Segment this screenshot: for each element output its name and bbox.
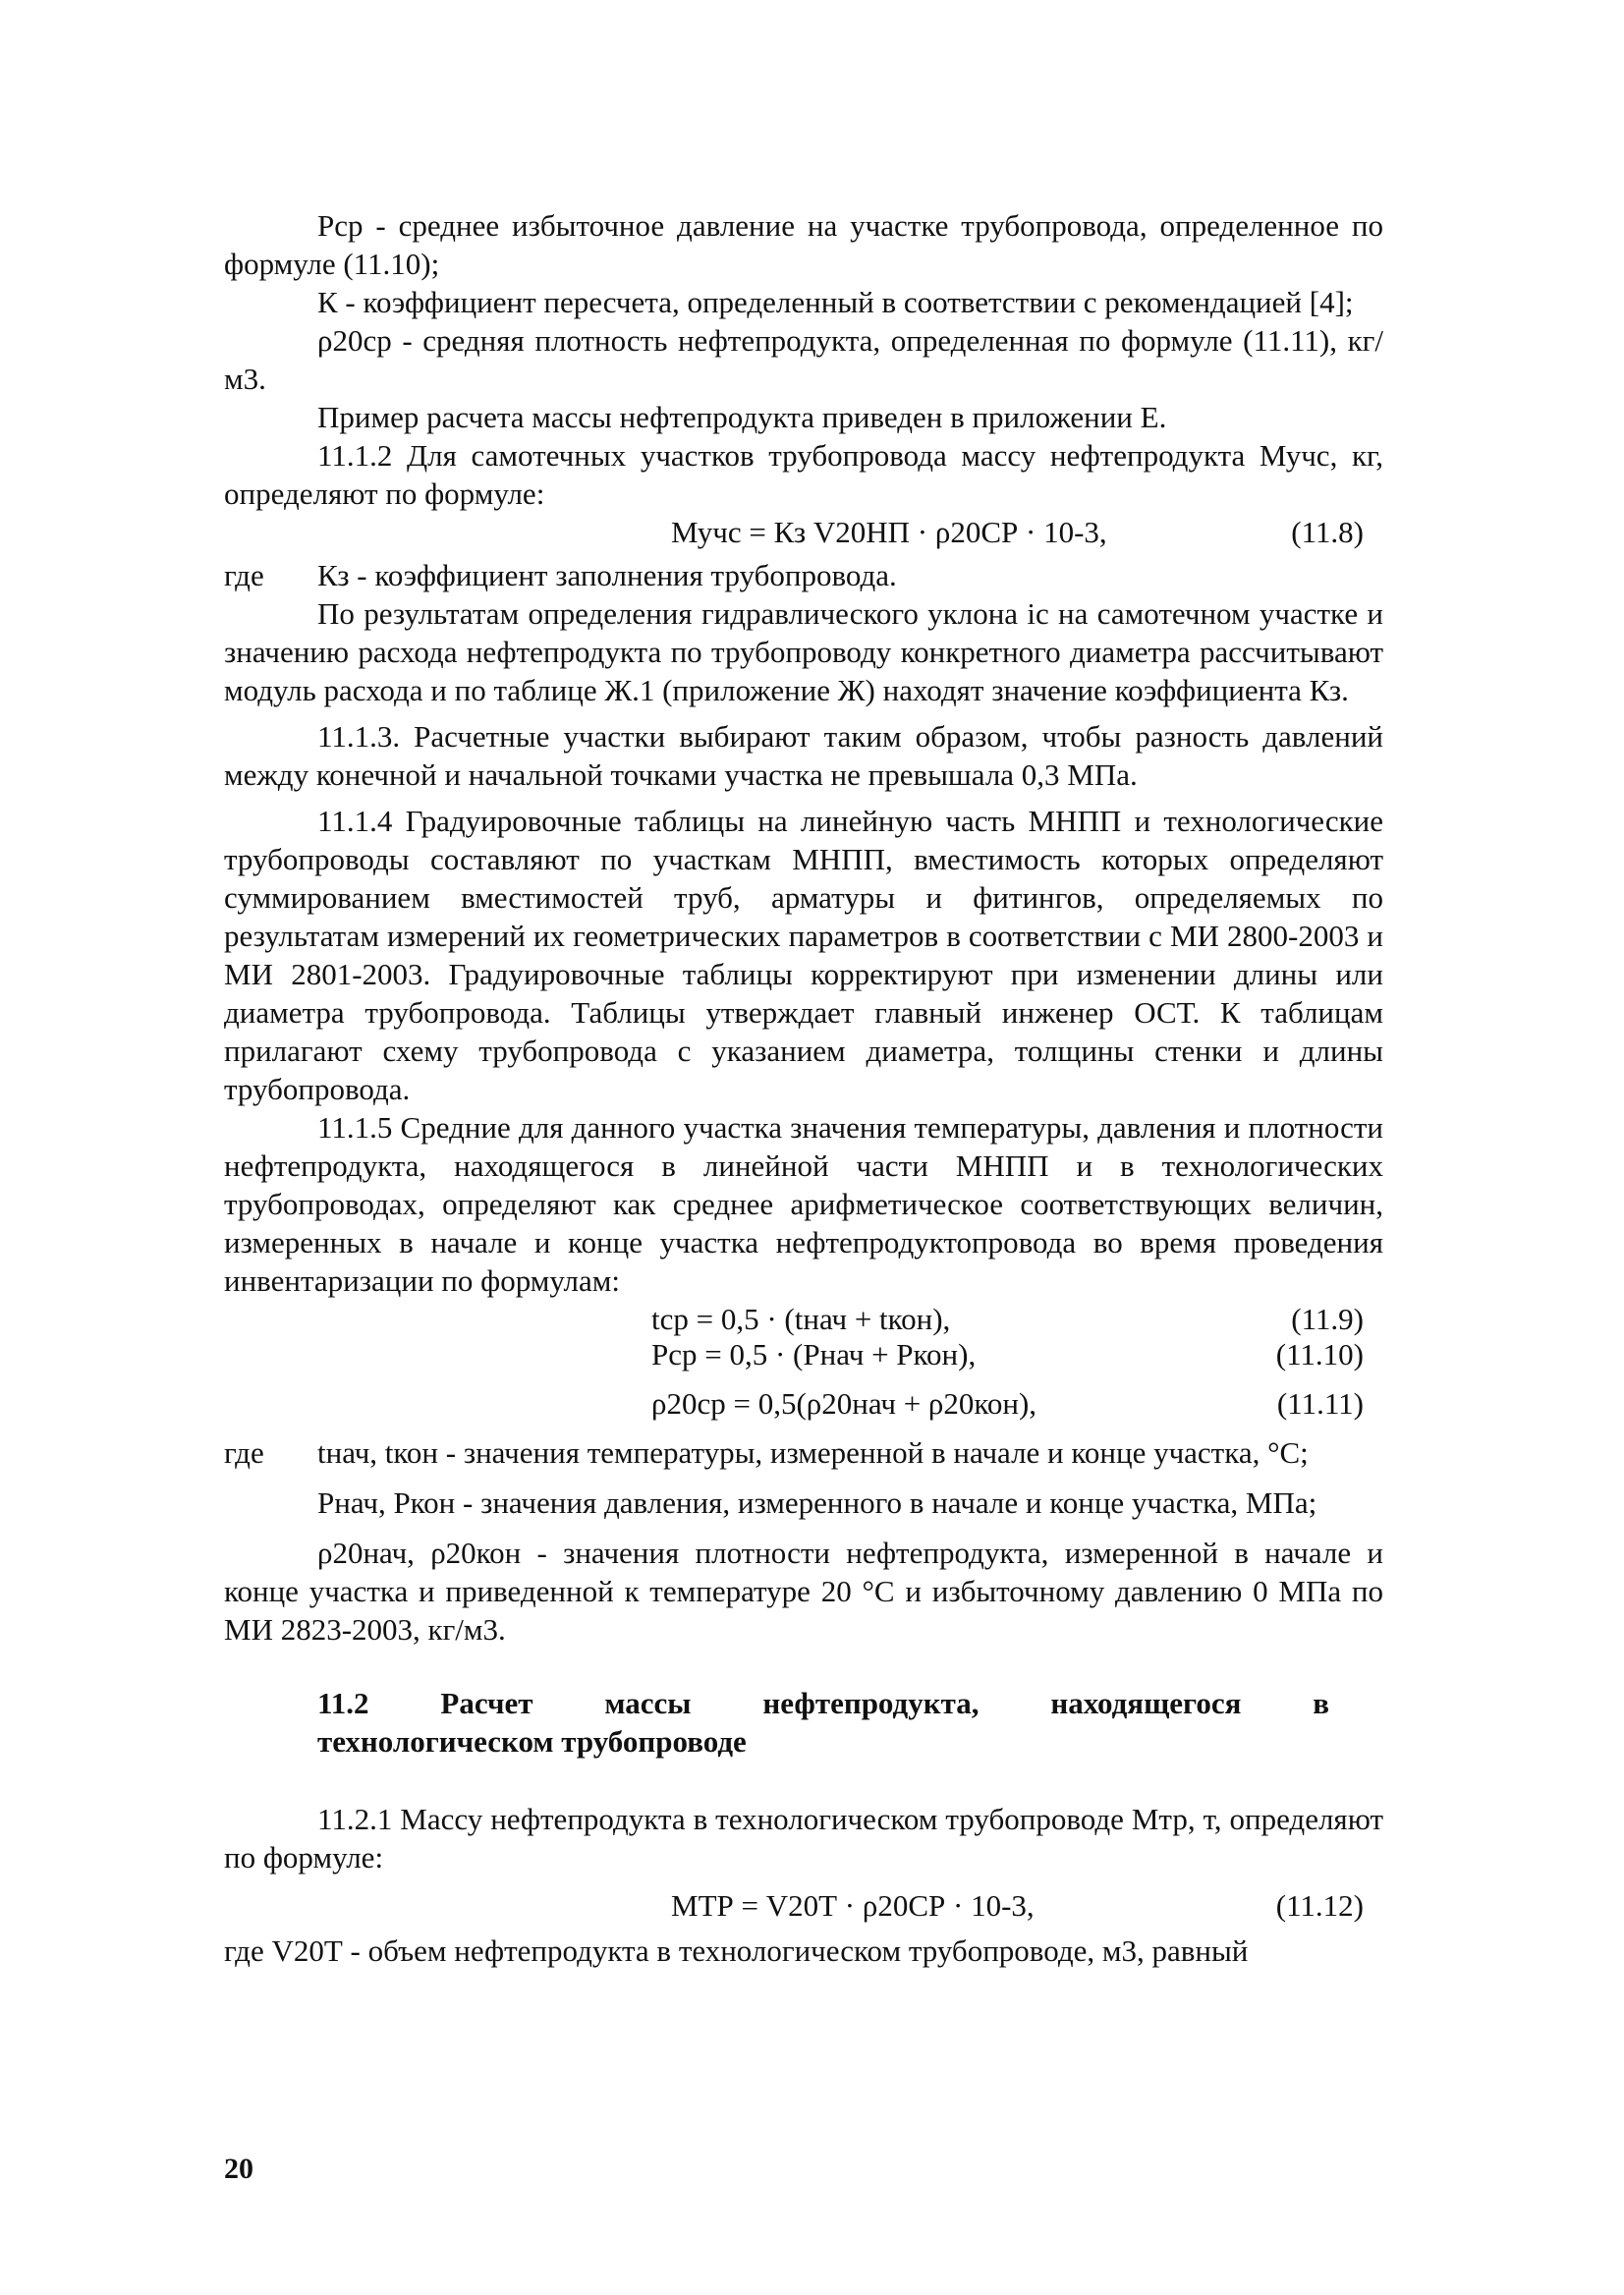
paragraph-example: Пример расчета массы нефтепродукта приведен в приложении Е. [317, 400, 1167, 434]
formula-expression: ρ20ср = 0,5(ρ20нач + ρ20кон), [651, 1386, 1037, 1421]
formula-11-8 [224, 513, 1383, 556]
paragraph-11-1-2: 11.1.2 Для самотечных участков трубопровода массу нефтепродукта Мучс, кг, определяют по формуле: [224, 438, 1383, 511]
where-clause-kz [224, 556, 1383, 594]
where-text: Кз - коэффициент заполнения трубопровода. [317, 558, 897, 592]
formula-number: (11.8) [1291, 515, 1364, 549]
formula-expression: Pср = 0,5 · (Pнач + Pкон), [651, 1337, 977, 1371]
formula-11-12 [224, 1876, 1383, 1931]
where-label: где [224, 1435, 264, 1470]
text-column [224, 206, 1383, 1970]
paragraph-11-1-4: 11.1.4 Градуировочные таблицы на линейную часть МНПП и технологические трубопроводы составляют по участкам МНПП, вместимость которых определяют суммированием вместимостей труб, арматуры и фитингов, определяемых по результатам измерений их геометрических параметров в соответствии с МИ 2800-2003 и МИ 2801-2003. Градуировочные таблицы корректируют при изменении длины или диаметра трубопровода. Таблицы утверждает главный инженер ОСТ. К таблицам прилагают схему трубопровода с указанием диаметра, толщины стенки и длины трубопровода. [224, 804, 1383, 1106]
formula-number: (11.12) [1275, 1888, 1364, 1923]
formula-expression: Мучс = Кз V20НП · ρ20СР · 10-3, [671, 515, 1107, 549]
paragraph-11-2-1: 11.2.1 Массу нефтепродукта в технологическом трубопроводе Мтр, т, определяют по формуле: [224, 1802, 1383, 1875]
where-text: tнач, tкон - значения температуры, измеренной в начале и конце участка, °С; [317, 1435, 1309, 1470]
section-heading-11-2: 11.2 Расчет массы нефтепродукта, находящегося в [317, 1686, 1329, 1720]
formula-11-11 [224, 1376, 1383, 1426]
formula-number: (11.11) [1276, 1386, 1364, 1421]
where-label: где [224, 558, 264, 592]
formula-expression: tср = 0,5 · (tнач + tкон), [651, 1302, 951, 1336]
formula-number: (11.10) [1275, 1337, 1364, 1371]
paragraph-volume-definition: где V20Т - объем нефтепродукта в технологическом трубопроводе, м3, равный [224, 1933, 1249, 1968]
paragraph-k-coef: К - коэффициент пересчета, определенный в соответствии с рекомендацией [4]; [317, 285, 1354, 319]
paragraph-density-values: ρ20нач, ρ20кон - значения плотности нефтепродукта, измеренной в начале и конце участка и приведенной к температуре 20 °С и избыточному давлению 0 МПа по МИ 2823-2003, кг/м3. [224, 1536, 1383, 1647]
paragraph-11-1-5: 11.1.5 Средние для данного участка значения температуры, давления и плотности нефтепродукта, находящегося в линейной части МНПП и в технологических трубопроводах, определяют как среднее арифметическое соответствующих величин, измеренных в начале и конце участка нефтепродуктопровода во время проведения инвентаризации по формулам: [224, 1110, 1383, 1298]
formula-11-9 [224, 1300, 1383, 1335]
where-clause-temperature [224, 1433, 1383, 1472]
formula-expression: МТР = V20Т · ρ20СР · 10-3, [671, 1888, 1035, 1923]
paragraph-rho-avg: ρ20ср - средняя плотность нефтепродукта, определенная по формуле (11.11), кг/м3. [224, 323, 1383, 396]
page-number: 20 [224, 2153, 253, 2185]
paragraph-11-1-3: 11.1.3. Расчетные участки выбирают таким образом, чтобы разность давлений между конечной и начальной точками участка не превышала 0,3 МПа. [224, 719, 1383, 792]
paragraph-pressure-values: Pнач, Pкон - значения давления, измеренного в начале и конце участка, МПа; [317, 1485, 1317, 1520]
formula-number: (11.9) [1291, 1302, 1364, 1336]
paragraph-p-avg: Pср - среднее избыточное давление на участке трубопровода, определенное по формуле (11.10); [224, 208, 1383, 281]
paragraph-hydraulic-slope: По результатам определения гидравлического уклона iс на самотечном участке и значению расхода нефтепродукта по трубопроводу конкретного диаметра рассчитывают модуль расхода и по таблице Ж.1 (приложение Ж) находят значение коэффициента Кз. [224, 596, 1383, 707]
section-heading-11-2-line2: технологическом трубопроводе [317, 1724, 747, 1759]
formula-11-10 [224, 1335, 1383, 1376]
